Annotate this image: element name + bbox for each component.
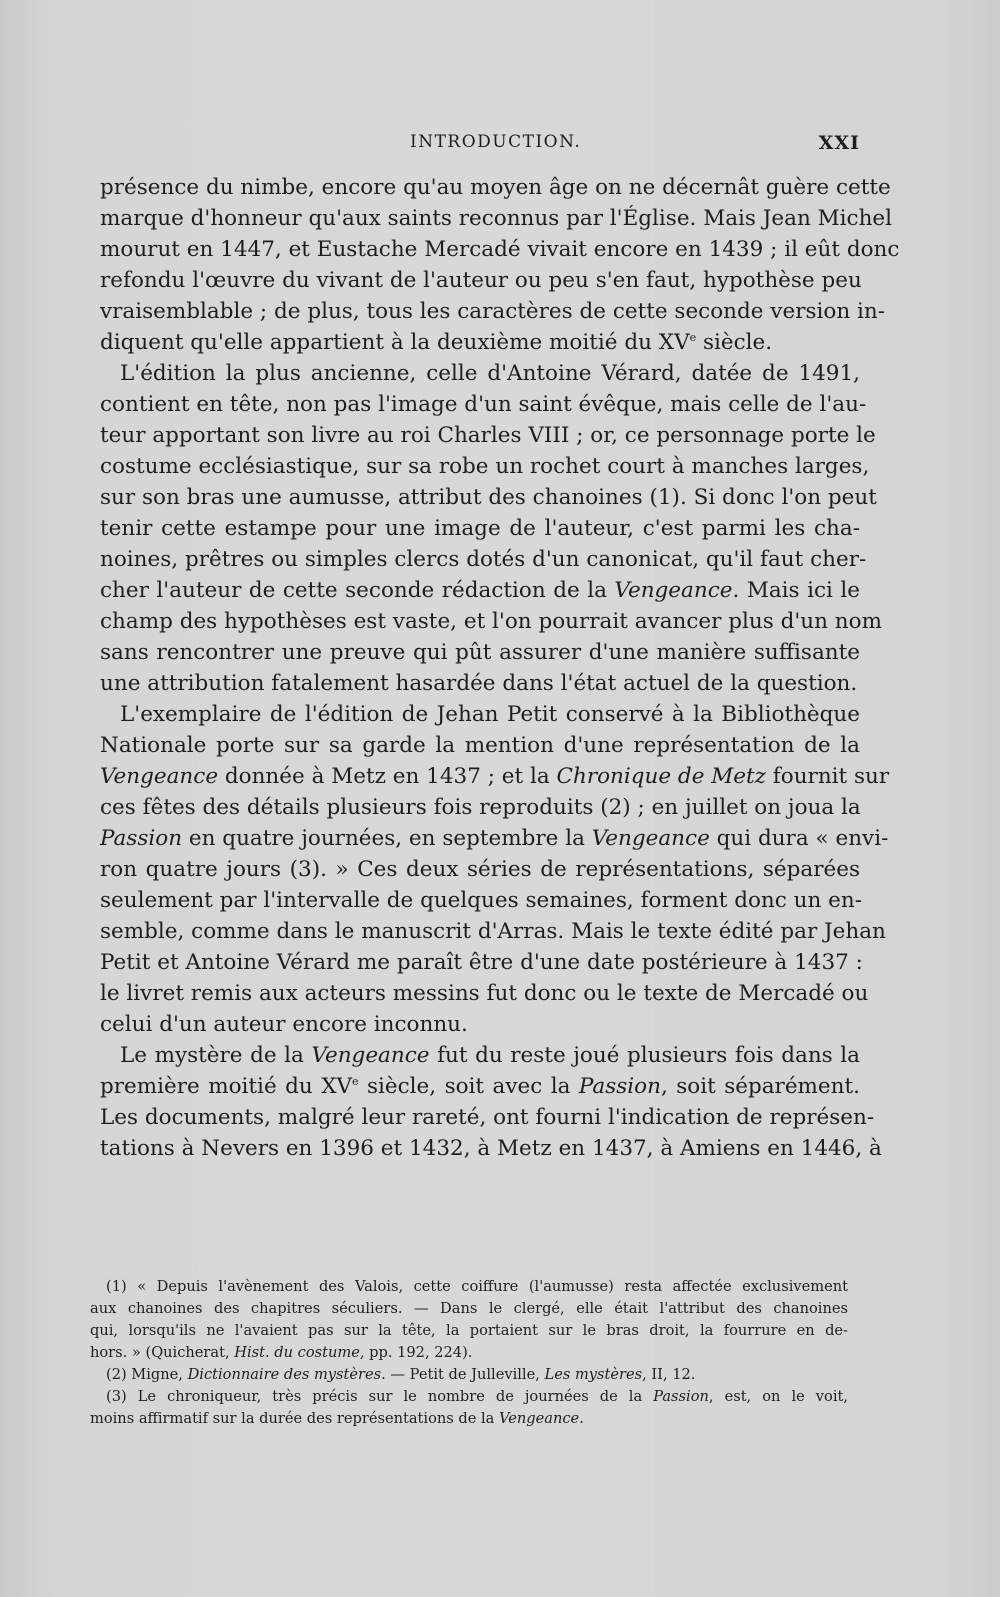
italic-title: Passion: [100, 826, 183, 851]
text-run: , est, on le voit,: [708, 1388, 848, 1405]
italic-title: Passion: [578, 1074, 661, 1099]
text-run: siècle.: [696, 330, 773, 355]
italic-title: Dictionnaire des mystères: [187, 1366, 382, 1383]
text-run: qui dura « envi-: [709, 826, 889, 851]
text-line: ron quatre jours (3). » Ces deux séries de représentations, séparées: [100, 857, 860, 882]
footnote-line: [90, 1386, 848, 1408]
text-line: celui d'un auteur encore inconnu.: [100, 1012, 468, 1037]
text-run: cher l'auteur de cette seconde rédaction de la: [100, 578, 615, 603]
text-run: première moitié du XV: [100, 1074, 353, 1099]
italic-title: Vengeance: [100, 764, 219, 789]
text-run: , pp. 192, 224).: [359, 1344, 473, 1361]
text-line: contient en tête, non pas l'image d'un saint évêque, mais celle de l'au-: [100, 392, 867, 417]
running-head: INTRODUCTION.: [410, 132, 582, 152]
italic-title: Vengeance: [499, 1410, 580, 1427]
text-line: vraisemblable ; de plus, tous les caractères de cette seconde version in-: [100, 299, 886, 324]
text-line: sans rencontrer une preuve qui pût assurer d'une manière suffisante: [100, 640, 860, 665]
text-line: semble, comme dans le manuscrit d'Arras. Mais le texte édité par Jehan: [100, 919, 886, 944]
italic-title: Vengeance: [614, 578, 733, 603]
italic-title: Vengeance: [311, 1043, 430, 1068]
text-line: seulement par l'intervalle de quelques semaines, forment donc un en-: [100, 888, 863, 913]
text-run: , II, 12.: [642, 1366, 696, 1383]
text-line: [100, 328, 860, 358]
footnote-line: [90, 1364, 848, 1386]
text-run: fut du reste joué plusieurs fois dans la: [429, 1043, 860, 1068]
text-line: [100, 576, 860, 606]
text-run: , soit séparément.: [660, 1074, 860, 1099]
text-line: marque d'honneur qu'aux saints reconnus par l'Église. Mais Jean Michel: [100, 206, 893, 231]
text-line: champ des hypothèses est vaste, et l'on pourrait avancer plus d'un nom: [100, 609, 882, 634]
text-run: .: [579, 1410, 584, 1427]
text-run: . — Petit de Julleville,: [381, 1366, 545, 1383]
italic-title: Vengeance: [591, 826, 710, 851]
footnote-line: qui, lorsqu'ils ne l'avaient pas sur la tête, la portaient sur le bras droit, la fourrure en de-: [90, 1322, 848, 1339]
text-run: hors. » (Quicherat,: [90, 1344, 235, 1361]
superscript: e: [352, 1075, 359, 1088]
superscript: e: [689, 331, 697, 344]
text-run: en quatre journées, en septembre la: [182, 826, 592, 851]
text-run: siècle, soit avec la: [358, 1074, 579, 1099]
text-line: ces fêtes des détails plusieurs fois reproduits (2) ; en juillet on joua la: [100, 795, 861, 820]
text-line: L'édition la plus ancienne, celle d'Antoine Vérard, datée de 1491,: [120, 361, 860, 386]
italic-title: Les mystères: [544, 1366, 643, 1383]
italic-title: Hist. du costume: [234, 1344, 360, 1361]
text-line: [100, 1072, 860, 1102]
text-line: Les documents, malgré leur rareté, ont fourni l'indication de représen-: [100, 1105, 875, 1130]
text-line: refondu l'œuvre du vivant de l'auteur ou peu s'en faut, hypothèse peu: [100, 268, 862, 293]
italic-title: Chronique de Metz: [556, 764, 766, 789]
text-line: Nationale porte sur sa garde la mention d'une représentation de la: [100, 733, 860, 758]
italic-title: Passion: [653, 1388, 709, 1405]
footnote-line: aux chanoines des chapitres séculiers. — Dans le clergé, elle était l'attribut des chanoines: [90, 1300, 848, 1317]
text-line: [100, 824, 889, 854]
text-run: (3) Le chroniqueur, très précis sur le nombre de journées de la: [106, 1388, 654, 1405]
text-run: moins affirmatif sur la durée des représentations de la: [90, 1410, 500, 1427]
text-run: donnée à Metz en 1437 ; et la: [218, 764, 557, 789]
text-line: le livret remis aux acteurs messins fut donc ou le texte de Mercadé ou: [100, 981, 869, 1006]
text-line: L'exemplaire de l'édition de Jehan Petit conservé à la Bibliothèque: [120, 702, 860, 727]
text-line: [100, 762, 890, 792]
text-line: une attribution fatalement hasardée dans l'état actuel de la question.: [100, 671, 858, 696]
text-line: teur apportant son livre au roi Charles VIII ; or, ce personnage porte le: [100, 423, 876, 448]
text-line: noines, prêtres ou simples clercs dotés d'un canonicat, qu'il faut cher-: [100, 547, 867, 572]
page-header: [100, 132, 860, 162]
text-line: présence du nimbe, encore qu'au moyen âge on ne décernât guère cette: [100, 175, 891, 200]
text-line: [100, 1041, 860, 1071]
page-number: XXI: [818, 132, 860, 154]
text-run: diquent qu'elle appartient à la deuxième moitié du XV: [100, 330, 690, 355]
text-line: costume ecclésiastique, sur sa robe un rochet court à manches larges,: [100, 454, 870, 479]
text-line: tations à Nevers en 1396 et 1432, à Metz en 1437, à Amiens en 1446, à: [100, 1136, 882, 1161]
text-line: sur son bras une aumusse, attribut des chanoines (1). Si donc l'on peut: [100, 485, 877, 510]
text-run: . Mais ici le: [732, 578, 860, 603]
text-line: mourut en 1447, et Eustache Mercadé vivait encore en 1439 ; il eût donc: [100, 237, 900, 262]
text-run: fournit sur: [765, 764, 890, 789]
footnote-line: [90, 1342, 848, 1364]
text-line: Petit et Antoine Vérard me paraît être d'une date postérieure à 1437 :: [100, 950, 863, 975]
footnote-line: (1) « Depuis l'avènement des Valois, cette coiffure (l'aumusse) resta affectée exclusivement: [106, 1278, 848, 1295]
text-line: tenir cette estampe pour une image de l'auteur, c'est parmi les cha-: [100, 516, 860, 541]
text-run: Le mystère de la: [120, 1043, 312, 1068]
text-run: (2) Migne,: [106, 1366, 188, 1383]
footnote-line: [90, 1408, 848, 1430]
